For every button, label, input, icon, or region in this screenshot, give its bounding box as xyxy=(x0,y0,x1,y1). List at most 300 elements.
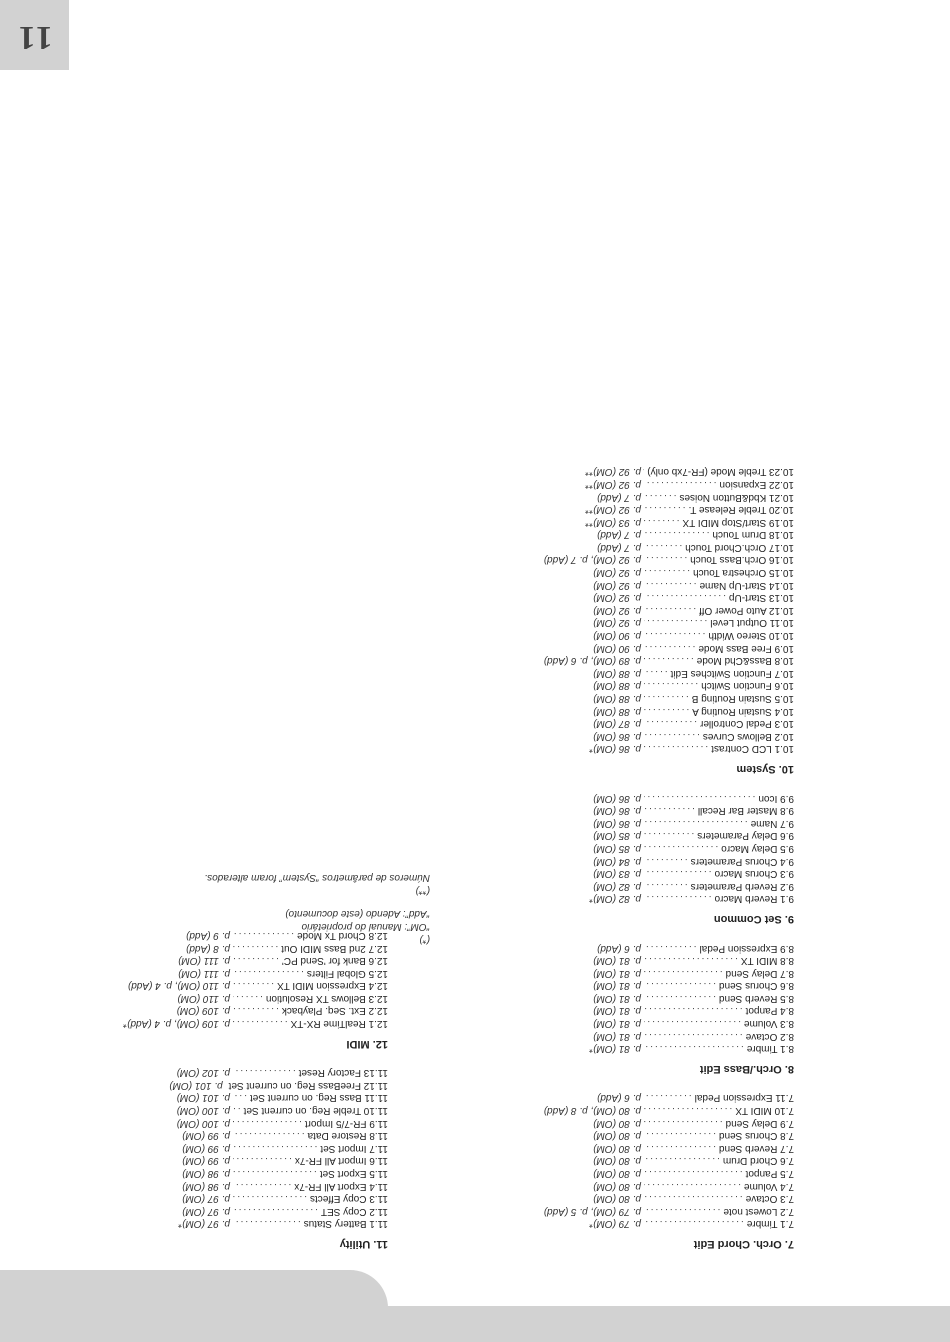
entry-label: 11.8 Restore Data xyxy=(307,1130,388,1142)
index-entry xyxy=(559,679,794,692)
header-tab xyxy=(0,1270,388,1342)
entry-page-ref: p. 80 (OM) xyxy=(593,1168,641,1180)
entry-label: 11.3 Copy Effects xyxy=(309,1193,388,1205)
index-entry xyxy=(559,666,794,679)
entry-label: 9.6 Delay Parameters xyxy=(697,830,794,842)
dot-leader xyxy=(644,1141,716,1154)
index-entry xyxy=(559,566,794,579)
entry-label: 11.5 Export Set xyxy=(319,1168,388,1180)
entry-page-ref: p. 97 (OM) xyxy=(182,1218,230,1230)
entry-ref-wrap xyxy=(559,804,641,817)
entry-label: 10.5 Sustain Routing B xyxy=(691,693,794,705)
entry-label: 7.6 Chord Drum xyxy=(722,1155,794,1167)
index-entry xyxy=(559,591,794,604)
entry-ref-wrap xyxy=(559,566,641,579)
dot-leader xyxy=(233,1091,247,1104)
index-entry xyxy=(559,1129,794,1142)
entry-page-ref: p. 81 (OM) xyxy=(593,1005,641,1017)
entry-ref-wrap xyxy=(148,1166,230,1179)
index-entry xyxy=(559,503,794,516)
entry-ref-wrap xyxy=(141,1078,223,1091)
dot-leader xyxy=(233,966,304,979)
dot-leader xyxy=(233,1017,288,1030)
entry-label: 11.1 Battery Status xyxy=(303,1218,388,1230)
entry-label: 12.3 Bellows TX Resolution xyxy=(265,992,388,1004)
entry-label: 11.9 FR-7/5 Import xyxy=(304,1117,388,1129)
entry-label: 10.12 Auto Power Off xyxy=(699,604,794,616)
index-entry xyxy=(148,1141,388,1154)
entry-label: 9.7 Name xyxy=(750,817,794,829)
entry-page-ref: p. 92 (OM) xyxy=(593,567,641,579)
entry-page-ref: p. 92 (OM) xyxy=(593,592,641,604)
entry-page-ref: p. 79 (OM), p. 5 (Add) xyxy=(543,1205,641,1217)
entry-note-mark: * xyxy=(589,893,594,905)
entry-label: 11.12 FreeBass Reg. on current Set xyxy=(228,1079,388,1091)
entry-label: 12.6 Bank for 'Send PC' xyxy=(281,955,388,967)
footnote-1-om: “OM”: Manual do proprietário xyxy=(301,921,430,932)
entry-ref-wrap xyxy=(543,553,641,566)
entry-label: 11.2 Copy SET xyxy=(320,1205,388,1217)
entry-ref-wrap xyxy=(559,1091,641,1104)
section-title: 11. Utility xyxy=(339,1238,388,1250)
entry-label: 10.1 LCD Contrast xyxy=(711,743,794,755)
dot-leader xyxy=(644,654,694,667)
entry-page-ref: p. 92 (OM) xyxy=(593,579,641,591)
footnote-2 xyxy=(130,871,430,897)
index-entry xyxy=(148,1204,388,1217)
index-entry xyxy=(148,1103,388,1116)
index-entry xyxy=(559,1217,794,1230)
index-entry xyxy=(559,1017,794,1030)
right-column xyxy=(123,928,388,1250)
entry-page-ref: p. 86 (OM) xyxy=(593,817,641,829)
page-number: 11 xyxy=(16,19,53,56)
section-title: 10. System xyxy=(736,763,794,775)
index-entry xyxy=(559,1154,794,1167)
entry-ref-wrap xyxy=(148,1179,230,1192)
entry-page-ref: p. 93 (OM) xyxy=(593,516,641,528)
index-entry xyxy=(559,1029,794,1042)
entry-page-ref: p. 90 (OM) xyxy=(593,642,641,654)
entry-ref-wrap xyxy=(559,966,641,979)
dot-leader xyxy=(233,1116,302,1129)
entry-page-ref: p. 9 (Add) xyxy=(186,929,230,941)
index-entry xyxy=(559,867,794,880)
entry-label: 11.6 Import All FR-7x xyxy=(294,1155,388,1167)
dot-leader xyxy=(233,1066,296,1079)
entry-page-ref: p. 99 (OM) xyxy=(182,1155,230,1167)
footnotes xyxy=(130,861,430,946)
index-entry xyxy=(543,553,794,566)
entry-label: 9.3 Chorus Macro xyxy=(714,868,794,880)
entry-page-ref: p. 80 (OM) xyxy=(593,1142,641,1154)
entry-ref-wrap xyxy=(559,578,641,591)
index-entry xyxy=(559,616,794,629)
index-entry xyxy=(559,1091,794,1104)
entry-label: 10.22 Expansion xyxy=(719,478,794,490)
entry-label: 10.19 Start/Stop MIDI TX xyxy=(682,516,794,528)
entry-label: 10.16 Orch.Bass Touch xyxy=(690,554,794,566)
entry-ref-wrap xyxy=(559,717,641,730)
index-entry xyxy=(559,1166,794,1179)
entry-label: 10.23 Treble Mode (FR-7xb only) xyxy=(647,466,794,478)
entry-ref-wrap xyxy=(559,1192,641,1205)
entry-ref-wrap xyxy=(559,1141,641,1154)
entry-page-ref: p. 99 (OM) xyxy=(182,1130,230,1142)
entry-ref-wrap xyxy=(559,979,641,992)
dot-leader xyxy=(644,991,716,1004)
section-title: 8. Orch./Bass Edit xyxy=(699,1062,794,1075)
dot-leader xyxy=(644,477,716,490)
entry-label: 7.2 Lowest note xyxy=(723,1205,794,1217)
index-entry xyxy=(127,979,388,992)
entry-page-ref: p. 89 (OM), p. 6 (Add) xyxy=(543,655,641,667)
entry-label: 10.9 Free Bass Mode xyxy=(698,642,794,654)
index-entry xyxy=(559,892,794,905)
entry-ref-wrap xyxy=(559,603,641,616)
section-title: 12. MIDI xyxy=(346,1037,388,1050)
entry-page-ref: p. 86 (OM) xyxy=(593,805,641,817)
dot-leader xyxy=(644,1179,741,1192)
entry-ref-wrap xyxy=(148,954,230,967)
dot-leader xyxy=(233,1141,317,1154)
index-entry xyxy=(559,742,794,755)
entry-label: 10.7 Function Switches Edit xyxy=(670,667,794,679)
index-entry xyxy=(148,1091,388,1104)
entry-ref-wrap xyxy=(543,654,641,667)
entry-label: 7.4 Volume xyxy=(743,1180,794,1192)
entry-ref-wrap xyxy=(148,1154,230,1167)
entry-label: 9.2 Reverb Parameters xyxy=(690,880,794,892)
entry-ref-wrap xyxy=(559,941,641,954)
entry-page-ref: p. 81 (OM) xyxy=(593,955,641,967)
index-entry xyxy=(559,729,794,742)
entry-label: 11.13 Factory Reset xyxy=(298,1067,388,1079)
entry-page-ref: p. 81 (OM) xyxy=(593,1043,641,1055)
entry-label: 10.4 Sustain Routing A xyxy=(692,705,794,717)
entry-ref-wrap xyxy=(559,829,641,842)
dot-leader xyxy=(644,729,700,742)
entry-ref-wrap xyxy=(559,742,641,755)
entry-ref-wrap xyxy=(559,729,641,742)
index-entry xyxy=(148,1066,388,1079)
section-gap xyxy=(559,925,794,941)
entry-page-ref: p. 97 (OM) xyxy=(182,1193,230,1205)
entry-ref-wrap xyxy=(559,879,641,892)
entry-label: 10.21 Kbd&Button Noises xyxy=(679,491,794,503)
dot-leader xyxy=(644,717,697,730)
entry-page-ref: p. 100 (OM) xyxy=(176,1105,230,1117)
entry-ref-wrap xyxy=(148,1192,230,1205)
entry-page-ref: p. 86 (OM) xyxy=(593,730,641,742)
entry-label: 10.20 Treble Release T. xyxy=(688,504,794,516)
index-entry xyxy=(559,1141,794,1154)
entry-page-ref: p. 87 (OM) xyxy=(593,718,641,730)
dot-leader xyxy=(644,578,697,591)
dot-leader xyxy=(644,829,694,842)
entry-page-ref: p. 81 (OM) xyxy=(593,980,641,992)
entry-label: 10.18 Drum Touch xyxy=(712,529,794,541)
entry-ref-wrap xyxy=(559,628,641,641)
entry-page-ref: p. 101 (OM) xyxy=(169,1079,223,1091)
dot-leader xyxy=(644,1103,732,1116)
entry-ref-wrap xyxy=(559,477,641,490)
dot-leader xyxy=(644,1192,743,1205)
dot-leader xyxy=(233,1217,301,1230)
entry-ref-wrap xyxy=(559,1154,641,1167)
dot-leader xyxy=(644,641,695,654)
dot-leader xyxy=(233,1154,292,1167)
dot-leader xyxy=(644,1204,720,1217)
entry-label: 12.8 Chord Tx Mode xyxy=(297,929,388,941)
entry-page-ref: p. 98 (OM) xyxy=(182,1180,230,1192)
entry-ref-wrap xyxy=(559,1129,641,1142)
index-entry xyxy=(148,1116,388,1129)
index-entry xyxy=(148,1217,388,1230)
dot-leader xyxy=(644,490,676,503)
dot-leader xyxy=(644,841,718,854)
entry-page-ref: p. 7 (Add) xyxy=(597,541,641,553)
entry-note-mark: * xyxy=(123,1018,128,1030)
entry-label: 12.4 Expression MIDI TX xyxy=(277,980,388,992)
index-entry xyxy=(148,1192,388,1205)
dot-leader xyxy=(644,1029,743,1042)
entry-ref-wrap xyxy=(559,1017,641,1030)
dot-leader xyxy=(644,954,738,967)
dot-leader xyxy=(233,954,279,967)
entry-label: 7.11 Expression Pedal xyxy=(694,1092,794,1104)
entry-page-ref: p. 80 (OM) xyxy=(593,1155,641,1167)
entry-page-ref: p. 8 (Add) xyxy=(186,942,230,954)
entry-page-ref: p. 109 (OM), p. 4 (Add) xyxy=(127,1018,230,1030)
entry-ref-wrap xyxy=(559,1042,641,1055)
entry-note-mark: * xyxy=(589,1043,594,1055)
entry-page-ref: p. 110 (OM) xyxy=(177,992,230,1004)
footnote-1 xyxy=(130,907,430,946)
dot-leader xyxy=(644,854,688,867)
entry-label: 8.3 Volume xyxy=(743,1018,794,1030)
index-entry xyxy=(559,1192,794,1205)
entry-label: 11.10 Treble Reg. on current Set xyxy=(243,1105,388,1117)
entry-label: 10.3 Pedal Controller xyxy=(700,718,794,730)
footnote-2-mark: (**) xyxy=(415,885,430,896)
entry-label: 11.7 Import Set xyxy=(320,1142,388,1154)
index-entry xyxy=(148,1179,388,1192)
entry-note-mark: * xyxy=(589,743,594,755)
entry-page-ref: p. 111 (OM) xyxy=(178,967,230,979)
dot-leader xyxy=(644,666,668,679)
entry-ref-wrap xyxy=(148,1141,230,1154)
page-number-tab xyxy=(0,0,69,70)
entry-ref-wrap xyxy=(559,867,641,880)
dot-leader xyxy=(644,1116,723,1129)
entry-ref-wrap xyxy=(559,1166,641,1179)
entry-label: 7.9 Delay Send xyxy=(725,1117,794,1129)
entry-label: 7.10 MIDI TX xyxy=(735,1105,794,1117)
entry-label: 8.8 MIDI TX xyxy=(740,955,794,967)
index-entry xyxy=(543,1204,794,1217)
entry-ref-wrap xyxy=(148,991,230,1004)
entry-page-ref: p. 80 (OM) xyxy=(593,1117,641,1129)
entry-ref-wrap xyxy=(123,1017,230,1030)
index-entry xyxy=(559,1004,794,1017)
dot-leader xyxy=(644,603,696,616)
entry-label: 9.5 Delay Macro xyxy=(721,842,794,854)
dot-leader xyxy=(644,1129,716,1142)
entry-page-ref: p. 86 (OM) xyxy=(593,743,641,755)
dot-leader xyxy=(644,892,712,905)
entry-page-ref: p. 109 (OM) xyxy=(176,1005,230,1017)
dot-leader xyxy=(644,553,687,566)
entry-label: 7.5 Panpot xyxy=(745,1168,794,1180)
index-entry xyxy=(543,1103,794,1117)
entry-ref-wrap xyxy=(559,591,641,604)
index-entry xyxy=(559,979,794,992)
dot-leader xyxy=(644,704,689,717)
entry-page-ref: p. 88 (OM) xyxy=(593,705,641,717)
entry-ref-wrap xyxy=(559,515,641,528)
index-entry xyxy=(148,954,388,967)
dot-leader xyxy=(233,979,274,992)
index-entry xyxy=(559,854,794,867)
entry-page-ref: p. 81 (OM) xyxy=(593,992,641,1004)
entry-ref-wrap xyxy=(559,991,641,1004)
entry-page-ref: p. 80 (OM) xyxy=(593,1180,641,1192)
entry-page-ref: p. 86 (OM) xyxy=(593,792,641,804)
entry-ref-wrap xyxy=(543,1204,641,1217)
index-entry xyxy=(559,578,794,591)
entry-ref-wrap xyxy=(559,528,641,541)
index-entry xyxy=(559,991,794,1004)
entry-ref-wrap xyxy=(559,1004,641,1017)
footnote-1-mark: (*) xyxy=(419,934,430,945)
entry-ref-wrap xyxy=(559,641,641,654)
entry-page-ref: p. 90 (OM) xyxy=(593,630,641,642)
dot-leader xyxy=(233,1192,307,1205)
entry-note-mark: * xyxy=(589,1218,594,1230)
dot-leader xyxy=(644,867,712,880)
dot-leader xyxy=(644,591,726,604)
entry-label: 11.11 Bass Reg. on current Set xyxy=(249,1092,388,1104)
entry-label: 7.3 Octave xyxy=(745,1193,794,1205)
entry-page-ref: p. 82 (OM) xyxy=(593,893,641,905)
dot-leader xyxy=(644,941,696,954)
entry-page-ref: p. 88 (OM) xyxy=(593,667,641,679)
dot-leader xyxy=(644,503,686,516)
entry-page-ref: p. 92 (OM) xyxy=(593,604,641,616)
dot-leader xyxy=(644,691,689,704)
dot-leader xyxy=(233,1204,318,1217)
entry-ref-wrap xyxy=(148,1204,230,1217)
dot-leader xyxy=(644,540,682,553)
dot-leader xyxy=(644,879,688,892)
dot-leader xyxy=(233,1103,241,1116)
dot-leader xyxy=(644,742,708,755)
section-title: 7. Orch. Chord Edit xyxy=(693,1238,794,1250)
index-entry xyxy=(148,1004,388,1017)
entry-page-ref: p. 6 (Add) xyxy=(597,942,641,954)
entry-page-ref: p. 81 (OM) xyxy=(593,967,641,979)
entry-page-ref: p. 101 (OM) xyxy=(176,1092,230,1104)
index-entry xyxy=(148,991,388,1004)
index-entry xyxy=(559,465,794,478)
entry-label: 8.7 Delay Send xyxy=(725,967,794,979)
entry-page-ref: p. 88 (OM) xyxy=(593,693,641,705)
entry-label: 10.14 Start-Up Name xyxy=(699,579,794,591)
entry-ref-wrap xyxy=(148,1103,230,1116)
entry-ref-wrap xyxy=(148,1066,230,1079)
entry-page-ref: p. 92 (OM) xyxy=(593,478,641,490)
entry-ref-wrap xyxy=(543,1103,641,1117)
index-entry xyxy=(559,829,794,842)
index-entry xyxy=(559,641,794,654)
index-entry xyxy=(123,1017,388,1030)
entry-page-ref: p. 7 (Add) xyxy=(597,529,641,541)
entry-label: 8.6 Chorus Send xyxy=(718,980,794,992)
entry-label: 8.4 Panpot xyxy=(745,1005,794,1017)
dot-leader xyxy=(644,628,705,641)
entry-page-ref: p. 80 (OM) xyxy=(593,1130,641,1142)
entry-page-ref: p. 85 (OM) xyxy=(593,830,641,842)
entry-label: 12.5 Global Filters xyxy=(306,967,388,979)
dot-leader xyxy=(644,791,755,804)
entry-ref-wrap xyxy=(559,854,641,867)
entry-ref-wrap xyxy=(559,666,641,679)
dot-leader xyxy=(233,1166,317,1179)
entry-label: 10.15 Orchestra Touch xyxy=(693,567,794,579)
index-entry xyxy=(559,717,794,730)
section-title: 9. Set Common xyxy=(713,912,794,925)
section-gap xyxy=(559,1075,794,1091)
entry-page-ref: p. 6 (Add) xyxy=(597,1092,641,1104)
entry-ref-wrap xyxy=(559,1179,641,1192)
dot-leader xyxy=(644,966,723,979)
entry-ref-wrap xyxy=(559,892,641,905)
entry-label: 10.8 Bass&Chd Mode xyxy=(696,655,794,667)
footnote-1-add: “Add”: Adendo (este documento) xyxy=(285,908,430,919)
entry-label: 8.5 Reverb Send xyxy=(718,992,794,1004)
dot-leader xyxy=(644,528,709,541)
entry-page-ref: p. 81 (OM) xyxy=(593,1018,641,1030)
entry-ref-wrap xyxy=(559,616,641,629)
index-entry xyxy=(148,1129,388,1142)
entry-label: 10.6 Function Switch xyxy=(701,680,794,692)
index-entry xyxy=(559,791,794,804)
dot-leader xyxy=(644,979,716,992)
index-entry xyxy=(559,804,794,817)
left-column xyxy=(543,465,794,1250)
entry-page-ref: p. 83 (OM) xyxy=(593,868,641,880)
index-entry xyxy=(559,691,794,704)
entry-ref-wrap xyxy=(559,691,641,704)
index-entry xyxy=(559,941,794,954)
dot-leader xyxy=(644,1091,692,1104)
entry-page-ref: p. 100 (OM) xyxy=(176,1117,230,1129)
entry-note-mark: * xyxy=(178,1218,183,1230)
index-entry xyxy=(148,966,388,979)
entry-ref-wrap xyxy=(559,490,641,503)
entry-page-ref: p. 92 (OM) xyxy=(593,466,641,478)
entry-label: 12.1 RealTime RX-TX xyxy=(290,1018,388,1030)
entry-label: 7.1 Timbre xyxy=(746,1218,794,1230)
entry-ref-wrap xyxy=(148,1091,230,1104)
entry-ref-wrap xyxy=(559,791,641,804)
entry-page-ref: p. 98 (OM) xyxy=(182,1168,230,1180)
entry-label: 10.2 Bellows Curves xyxy=(702,730,794,742)
dot-leader xyxy=(644,1154,720,1167)
index-entry xyxy=(559,515,794,528)
entry-note-mark: ** xyxy=(585,504,594,516)
